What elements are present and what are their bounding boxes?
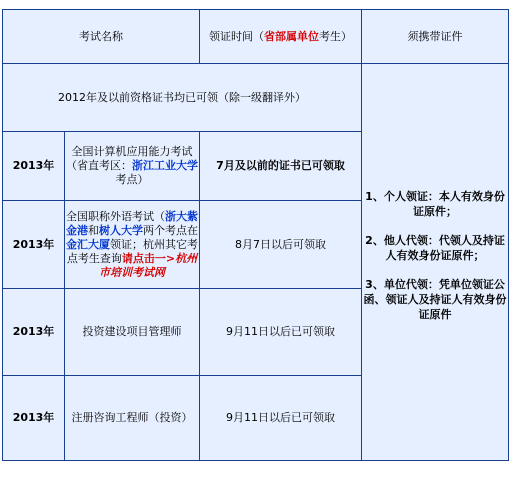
row-collect-time: 7月及以前的证书已可领取 [200, 132, 362, 201]
exam-site-highlight: 浙江工业大学 [132, 159, 198, 172]
notice-row [3, 64, 509, 132]
row-exam-name: 注册咨询工程师（投资） [65, 376, 200, 461]
header-exam-name: 考试名称 [3, 10, 200, 64]
exam-site-highlight: 树人大学 [99, 223, 143, 237]
header-required-docs: 须携带证件 [362, 10, 509, 64]
requirement-item: 3、单位代领：凭单位领证公函、领证人及持证人有效身份证原件 [363, 277, 507, 321]
row-collect-time: 8月7日以后可领取 [200, 201, 362, 289]
header-time-suffix: 考生） [319, 29, 352, 43]
exam-name-text: 考点） [115, 173, 149, 186]
requirements-cell [362, 64, 509, 461]
exam-name-text: 全国职称外语考试（ [66, 209, 165, 223]
header-row [3, 10, 509, 64]
row-exam-name [65, 132, 200, 201]
row-exam-name: 投资建设项目管理师 [65, 289, 200, 376]
header-time-highlight: 省部属单位 [264, 29, 319, 43]
header-collect-time [200, 10, 362, 64]
row-year: 2013年 [3, 201, 65, 289]
exam-name-text: 和 [88, 223, 99, 237]
requirement-item: 2、他人代领：代领人及持证人有效身份证原件； [365, 233, 505, 262]
click-prompt: 请点击一> [121, 251, 176, 265]
exam-site-highlight: 金汇大厦 [66, 237, 110, 251]
row-year: 2013年 [3, 132, 65, 201]
row-year: 2013年 [3, 376, 65, 461]
row-exam-name [65, 201, 200, 289]
certificate-table [2, 9, 509, 461]
row-collect-time: 9月11日以后已可领取 [200, 376, 362, 461]
header-time-prefix: 领证时间（ [209, 29, 264, 43]
exam-name-text: 领证；杭州其它考点考生查询 [66, 237, 198, 265]
exam-name-text: 两个考点在 [143, 223, 198, 237]
notice-text: 2012年及以前资格证书均已可领（除一级翻译外） [3, 64, 362, 132]
training-site-link[interactable]: 杭州市培训考试网 [99, 251, 198, 279]
exam-site-highlight: 浙大紫金港 [66, 209, 198, 237]
requirement-item: 1、个人领证：本人有效身份证原件； [365, 189, 505, 218]
exam-name-text: 全国计算机应用能力考试（省直考区： [66, 145, 193, 172]
row-year: 2013年 [3, 289, 65, 376]
row-collect-time: 9月11日以后已可领取 [200, 289, 362, 376]
